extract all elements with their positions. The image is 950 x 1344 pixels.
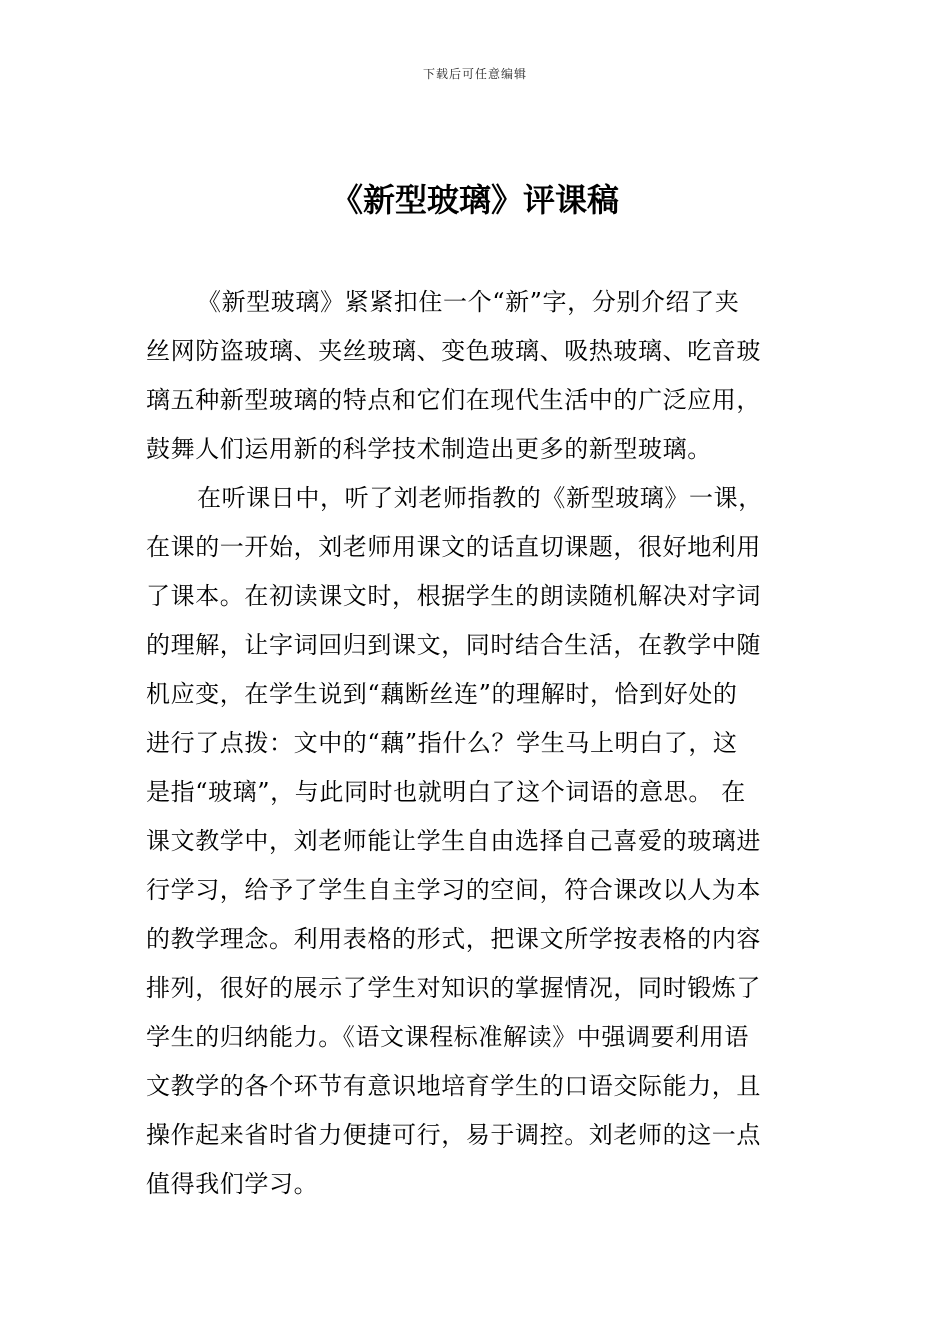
- paragraph-2-line-2: 在课的一开始，刘老师用课文的话直切课题，很好地利用: [146, 533, 761, 561]
- paragraph-1-line-2: 丝网防盗玻璃、夹丝玻璃、变色玻璃、吸热玻璃、吃音玻: [146, 337, 761, 365]
- document-title: 《新型玻璃》评课稿: [330, 181, 619, 219]
- header-note: 下载后可任意编辑: [422, 67, 527, 81]
- paragraph-1-line-4: 鼓舞人们运用新的科学技术制造出更多的新型玻璃。: [146, 435, 712, 463]
- paragraph-2-line-13: 文教学的各个环节有意识地培育学生的口语交际能力，且: [146, 1072, 761, 1100]
- paragraph-2-line-3: 了课本。在初读课文时，根据学生的朗读随机解决对字词: [146, 582, 761, 610]
- paragraph-2-line-6: 进行了点拨：文中的“藕”指什么？学生马上明白了，这: [146, 729, 738, 757]
- document-body: [146, 278, 806, 1209]
- paragraph-2-line-12: 学生的归纳能力。《语文课程标准解读》中强调要利用语: [146, 1023, 749, 1051]
- paragraph-2-line-11: 排列，很好的展示了学生对知识的掌握情况，同时锻炼了: [146, 974, 761, 1002]
- paragraph-2-line-1: 在听课日中，听了刘老师指教的《新型玻璃》一课，: [197, 484, 763, 512]
- paragraph-2-line-9: 行学习，给予了学生自主学习的空间，符合课改以人为本: [146, 876, 761, 904]
- paragraph-2-line-8: 课文教学中，刘老师能让学生自由选择自己喜爱的玻璃进: [146, 827, 761, 855]
- paragraph-2-line-4: 的理解，让字词回归到课文，同时结合生活，在教学中随: [146, 631, 761, 659]
- paragraph-2-line-15: 值得我们学习。: [146, 1170, 319, 1198]
- paragraph-2-line-5: 机应变，在学生说到“藕断丝连”的理解时，恰到好处的: [146, 680, 738, 708]
- paragraph-1-line-3: 璃五种新型玻璃的特点和它们在现代生活中的广泛应用，: [146, 386, 761, 414]
- paragraph-2-line-7: 是指“玻璃”，与此同时也就明白了这个词语的意思。 在: [146, 778, 746, 806]
- paragraph-2-line-10: 的教学理念。利用表格的形式，把课文所学按表格的内容: [146, 925, 761, 953]
- paragraph-2-line-14: 操作起来省时省力便捷可行，易于调控。刘老师的这一点: [146, 1121, 761, 1149]
- paragraph-1-line-1: 《新型玻璃》紧紧扣住一个“新”字，分别介绍了夹: [197, 288, 740, 316]
